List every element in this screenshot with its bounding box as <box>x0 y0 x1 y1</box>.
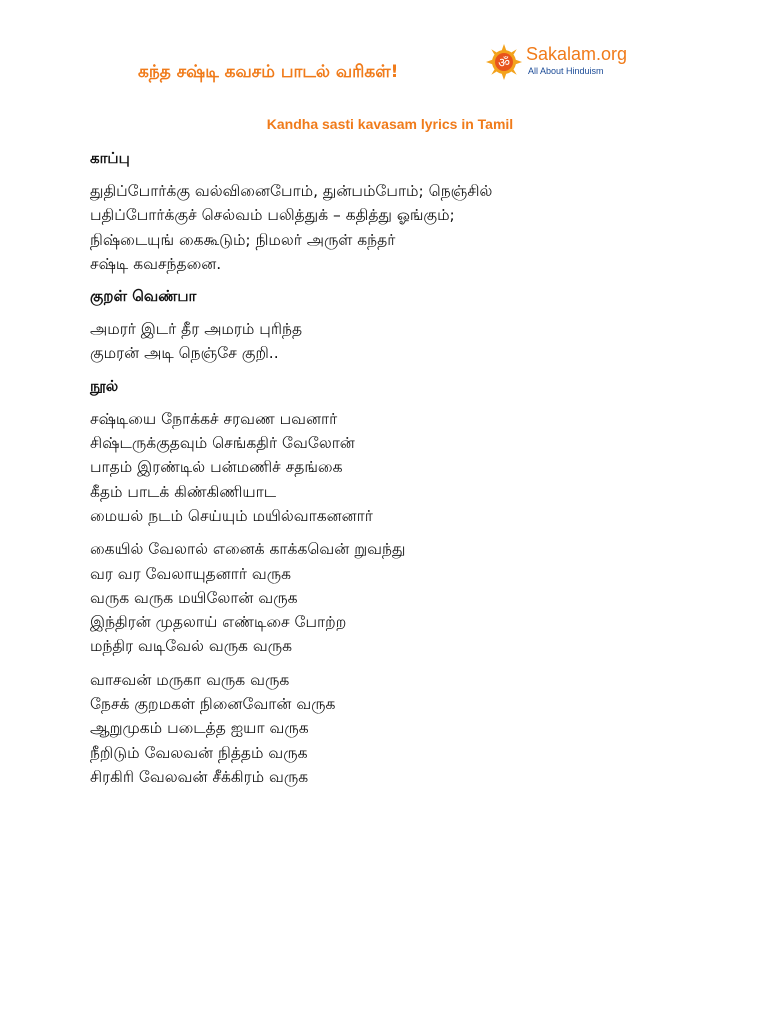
lyric-line: வாசவன் மருகா வருக வருக <box>90 670 290 689</box>
lyric-line: சஷ்டி கவசந்தனை. <box>90 254 222 273</box>
lyric-line: இந்திரன் முதலாய் எண்டிசை போற்ற <box>90 613 347 632</box>
lyric-line: சிஷ்டருக்குதவும் செங்கதிர் வேலோன் <box>90 434 355 453</box>
lyric-line: சிரகிரி வேலவன் சீக்கிரம் வருக <box>90 767 309 786</box>
section-heading-kappu: காப்பு <box>90 149 130 167</box>
stanza-nool-2 <box>90 537 730 658</box>
om-logo-icon <box>486 44 522 80</box>
lyric-line: பாதம் இரண்டில் பன்மணிச் சதங்கை <box>90 458 343 477</box>
stanza-nool-1 <box>90 407 730 528</box>
lyric-line: மந்திர வடிவேல் வருக வருக <box>90 637 293 656</box>
stanza-kappu <box>90 179 730 276</box>
lyric-line: வருக வருக மயிலோன் வருக <box>90 588 298 607</box>
lyric-line: ஆறுமுகம் படைத்த ஐயா வருக <box>90 719 309 738</box>
lyric-line: அமரர் இடர் தீர அமரம் புரிந்த <box>90 320 303 339</box>
lyric-line: சஷ்டியை நோக்கச் சரவண பவனார் <box>90 409 338 428</box>
lyric-line: துதிப்போர்க்கு வல்வினைபோம், துன்பம்போம்; நெஞ்சில் <box>90 182 493 200</box>
section-heading-nool: நூல் <box>90 376 119 395</box>
lyric-line: நிஷ்டையுங் கைகூடும்; நிமலர் அருள் கந்தர் <box>90 230 396 249</box>
stanza-kural <box>90 317 730 366</box>
section-heading-kural: குறள் வெண்பா <box>90 287 197 306</box>
lyric-line: நீறிடும் வேலவன் நித்தம் வருக <box>90 743 308 762</box>
lyric-line: கீதம் பாடக் கிண்கிணியாட <box>90 482 277 501</box>
lyric-line: பதிப்போர்க்குச் செல்வம் பலித்துக் – கதித்து ஓங்கும்; <box>90 206 455 225</box>
page-subtitle: Kandha sasti kavasam lyrics in Tamil <box>266 116 514 132</box>
logo-symbol: ॐ <box>498 56 510 71</box>
lyric-line: குமரன் அடி நெஞ்சே குறி.. <box>90 344 279 363</box>
lyric-line: மையல் நடம் செய்யும் மயில்வாகனனார் <box>90 506 373 525</box>
stanza-nool-3 <box>90 668 730 789</box>
lyrics-content <box>90 146 730 789</box>
page-title: கந்த சஷ்டி கவசம் பாடல் வரிகள்! <box>138 62 399 82</box>
lyric-line: கையில் வேலால் எனைக் காக்கவென் றுவந்து <box>90 540 406 559</box>
lyric-line: வர வர வேலாயுதனார் வருக <box>90 564 291 583</box>
logo-tagline: All About Hinduism <box>528 66 604 76</box>
lyric-line: நேசக் குறமகள் நினைவோன் வருக <box>90 695 336 714</box>
logo-name: Sakalam.org <box>526 44 628 64</box>
site-logo[interactable] <box>486 42 636 84</box>
